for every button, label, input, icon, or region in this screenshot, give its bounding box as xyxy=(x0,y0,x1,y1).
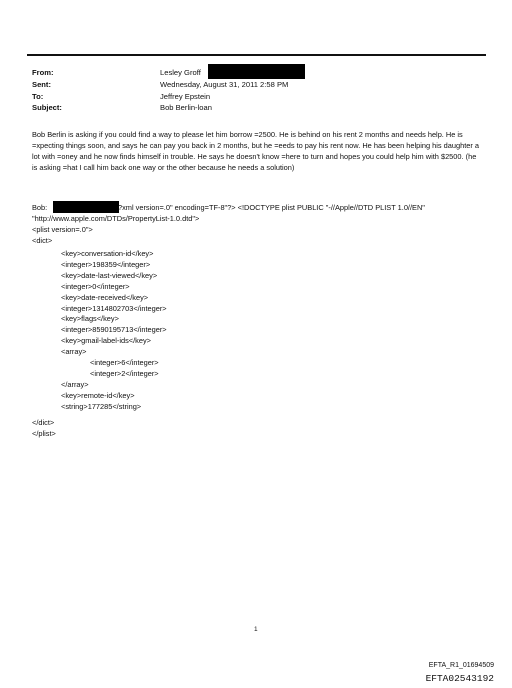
email-body xyxy=(32,129,482,173)
plist-line: <string>177285</string> xyxy=(61,401,142,411)
plist-line: <key>flags</key> xyxy=(61,314,119,324)
plist-line: <integer>6</integer> xyxy=(90,358,159,367)
plist-line-4: <dict> xyxy=(32,236,53,245)
plist-line: <key>conversation-id</key> xyxy=(61,249,154,258)
plist-line: <integer>0</integer> xyxy=(61,281,130,291)
header-rule xyxy=(27,54,486,56)
page-number: 1 xyxy=(254,626,258,633)
plist-line-1: ?xml version=.0" encoding=TF-8"?> <!DOCTYPE plist PUBLIC "-//Apple//DTD PLIST 1.0//EN" xyxy=(118,203,425,212)
bates-number-2: EFTA02543192 xyxy=(425,673,494,684)
plist-close-dict: </dict> xyxy=(32,418,55,427)
plist-line: <key>remote-id</key> xyxy=(61,390,135,400)
plist-items-after xyxy=(61,380,141,413)
sent-label: Sent: xyxy=(32,80,51,89)
plist-items xyxy=(61,249,167,358)
body-paragraph: Bob Berlin is asking if you could find a way to please let him borrow =2500. He is behind on his rent 2 months and needs help. He is =xpecting things soon, and says he can pay you back in 2 months, but he =eeds to pay his rent now. He has been helping his daughter a lot with =oney and he now finds himself in trouble. He says he doesn't know =here to turn and hopes you could help him with $2500. (he is asking =hat I call him back one way or the other because he needs a solution) xyxy=(32,130,480,172)
sent-value: Wednesday, August 31, 2011 2:58 PM xyxy=(160,80,289,89)
from-label: From: xyxy=(32,68,54,77)
plist-line: <integer>198359</integer> xyxy=(61,259,151,269)
plist-line: </array> xyxy=(61,380,89,389)
plist-line-2: "http://www.apple.com/DTDs/PropertyList-1.0.dtd"> xyxy=(32,214,200,223)
plist-close-plist: </plist> xyxy=(32,429,56,438)
redaction-block xyxy=(208,64,305,79)
plist-line: <integer>8590195713</integer> xyxy=(61,325,167,335)
bob-label: Bob: xyxy=(32,203,48,212)
plist-line: <key>date-last-viewed</key> xyxy=(61,270,158,280)
plist-line: <key>date-received</key> xyxy=(61,292,149,302)
plist-array-items xyxy=(90,358,159,380)
plist-line-3: <plist version=.0"> xyxy=(32,225,93,234)
to-label: To: xyxy=(32,92,44,101)
bates-number-1: EFTA_R1_01694509 xyxy=(428,662,494,669)
plist-line: <integer>2</integer> xyxy=(90,368,159,378)
subject-value: Bob Berlin-loan xyxy=(160,103,212,112)
redaction-block xyxy=(53,201,119,213)
plist-line: <array> xyxy=(61,347,87,357)
plist-line: <integer>1314802703</integer> xyxy=(61,303,167,313)
plist-line: <key>gmail-label-ids</key> xyxy=(61,336,151,346)
to-value: Jeffrey Epstein xyxy=(160,92,211,101)
subject-label: Subject: xyxy=(32,103,62,112)
from-value: Lesley Groff xyxy=(160,68,201,77)
